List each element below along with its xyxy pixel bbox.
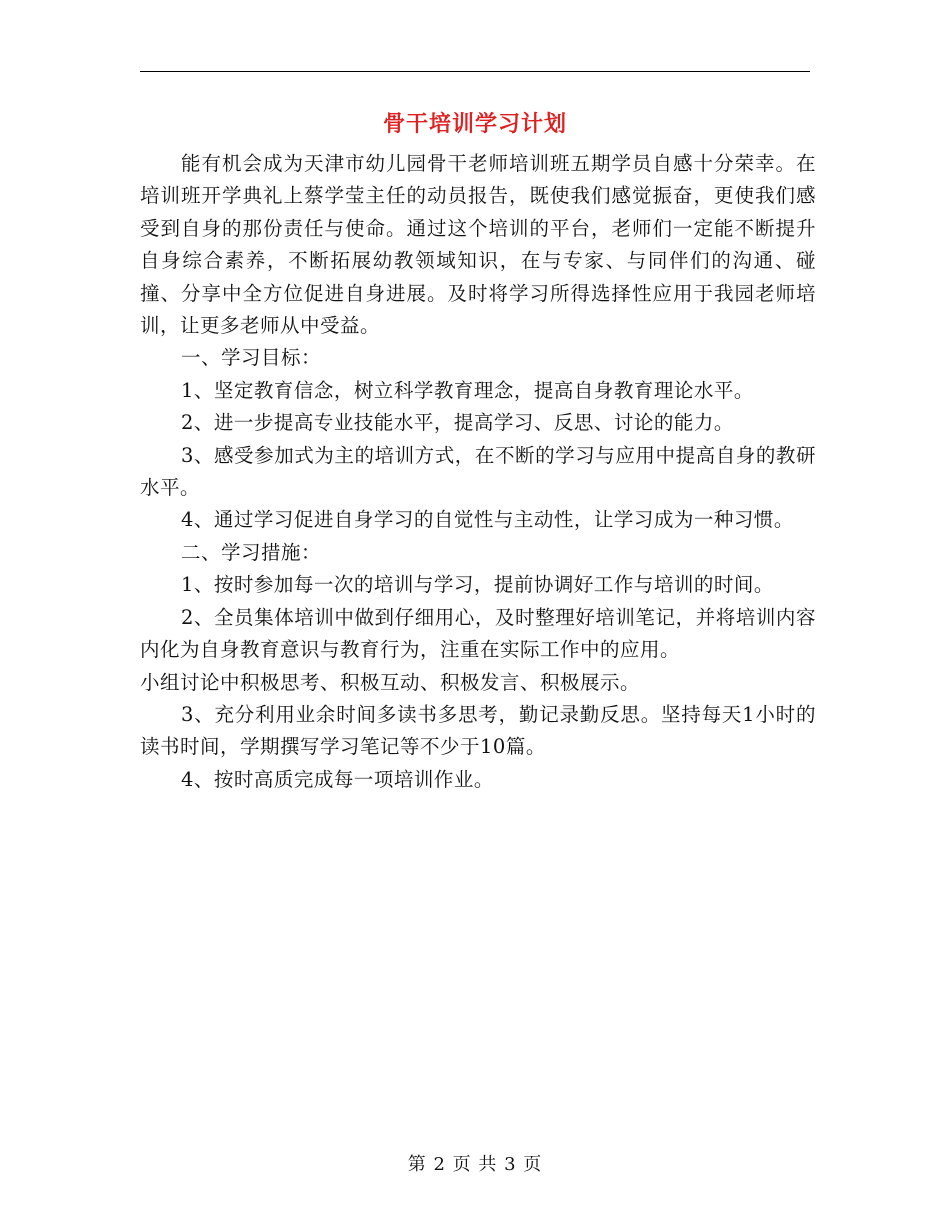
measure-item-2-continued: 小组讨论中积极思考、积极互动、积极发言、积极展示。: [140, 670, 641, 694]
page-footer: 第 2 页 共 3 页: [407, 1154, 543, 1175]
measure-item-4: 4、按时高质完成每一项培训作业。: [180, 767, 494, 791]
section-heading-measures: 二、学习措施：: [180, 540, 321, 564]
goal-item-3: 3、感受参加式为主的培训方式，在不断的学习与应用中提高自身的教研水平。: [140, 443, 816, 500]
intro-paragraph: 能有机会成为天津市幼儿园骨干老师培训班五期学员自感十分荣幸。在培训班开学典礼上蔡学莹主任的动员报告，既使我们感觉振奋，更使我们感受到自身的那份责任与使命。通过这个培训的平台，老师们一定能不断提升自身综合素养，不断拓展幼教领域知识，在与专家、与同伴们的沟通、碰撞、分享中全方位促进自身进展。及时将学习所得选择性应用于我园老师培训，让更多老师从中受益。: [140, 152, 816, 338]
section-heading-goals: 一、学习目标：: [180, 346, 321, 370]
header-rule: [140, 71, 810, 72]
document-title: 骨干培训学习计划: [382, 111, 567, 137]
goal-item-1: 1、坚定教育信念，树立科学教育理念，提高自身教育理论水平。: [180, 378, 754, 402]
measure-item-3: 3、充分利用业余时间多读书多思考，勤记录勤反思。坚持每天1小时的读书时间，学期撰写学习笔记等不少于10篇。: [140, 702, 816, 759]
measure-item-2: 2、全员集体培训中做到仔细用心，及时整理好培训笔记，并将培训内容内化为自身教育意识与教育行为，注重在实际工作中的应用。: [140, 605, 816, 662]
measure-item-1: 1、按时参加每一次的培训与学习，提前协调好工作与培训的时间。: [180, 573, 774, 597]
goal-item-4: 4、通过学习促进自身学习的自觉性与主动性，让学习成为一种习惯。: [180, 508, 794, 532]
document-body: [140, 148, 816, 796]
goal-item-2: 2、进一步提高专业技能水平，提高学习、反思、讨论的能力。: [180, 411, 734, 435]
